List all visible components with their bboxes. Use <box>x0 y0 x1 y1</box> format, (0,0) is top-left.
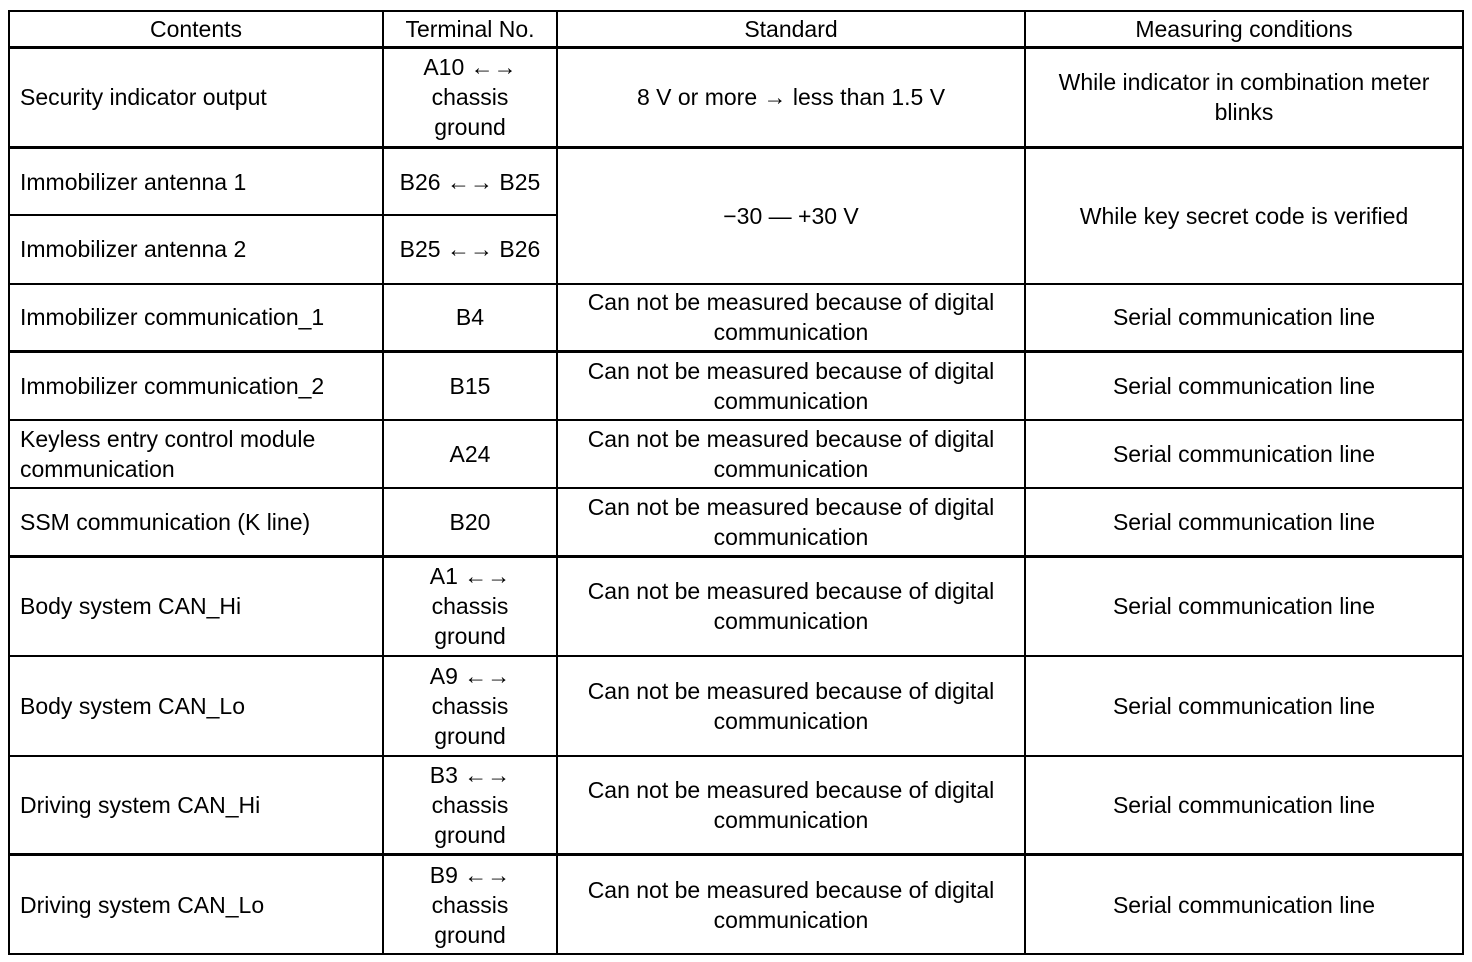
cell-conditions: Serial communication line <box>1025 284 1463 352</box>
cell-standard: Can not be measured because of digital communication <box>557 756 1025 855</box>
cell-contents: Immobilizer communication_2 <box>9 352 383 420</box>
cell-contents: Security indicator output <box>9 47 383 147</box>
cell-conditions: Serial communication line <box>1025 420 1463 488</box>
cell-contents: Body system CAN_Lo <box>9 656 383 755</box>
cell-contents: Keyless entry control module communication <box>9 420 383 488</box>
header-conditions: Measuring conditions <box>1025 11 1463 47</box>
terminal-spec-table <box>8 10 1464 955</box>
cell-standard: Can not be measured because of digital communication <box>557 284 1025 352</box>
table-row <box>9 656 1463 755</box>
cell-standard: Can not be measured because of digital communication <box>557 556 1025 656</box>
cell-contents: Driving system CAN_Lo <box>9 855 383 954</box>
cell-standard: −30 — +30 V <box>557 147 1025 283</box>
cell-terminal: B9 ←→ chassis ground <box>383 855 557 954</box>
table-row <box>9 420 1463 488</box>
header-terminal: Terminal No. <box>383 11 557 47</box>
cell-conditions: Serial communication line <box>1025 352 1463 420</box>
table-row <box>9 47 1463 147</box>
cell-contents: Immobilizer antenna 2 <box>9 215 383 283</box>
cell-conditions: While indicator in combination meter blinks <box>1025 47 1463 147</box>
table-row <box>9 756 1463 855</box>
cell-contents: Body system CAN_Hi <box>9 556 383 656</box>
cell-conditions: Serial communication line <box>1025 556 1463 656</box>
table-row <box>9 352 1463 420</box>
cell-conditions: Serial communication line <box>1025 488 1463 556</box>
cell-standard: Can not be measured because of digital communication <box>557 855 1025 954</box>
cell-terminal: A24 <box>383 420 557 488</box>
table-row <box>9 147 1463 215</box>
cell-contents: Immobilizer communication_1 <box>9 284 383 352</box>
cell-contents: Driving system CAN_Hi <box>9 756 383 855</box>
cell-standard: 8 V or more → less than 1.5 V <box>557 47 1025 147</box>
cell-standard: Can not be measured because of digital communication <box>557 488 1025 556</box>
cell-terminal: B15 <box>383 352 557 420</box>
cell-terminal: A1 ←→ chassis ground <box>383 556 557 656</box>
cell-standard: Can not be measured because of digital communication <box>557 420 1025 488</box>
header-row <box>9 11 1463 47</box>
cell-terminal: B20 <box>383 488 557 556</box>
cell-terminal: A10 ←→ chassis ground <box>383 47 557 147</box>
cell-terminal: B26 ←→ B25 <box>383 147 557 215</box>
table-row <box>9 556 1463 656</box>
cell-standard: Can not be measured because of digital communication <box>557 352 1025 420</box>
cell-contents: Immobilizer antenna 1 <box>9 147 383 215</box>
cell-conditions: Serial communication line <box>1025 756 1463 855</box>
cell-terminal: B4 <box>383 284 557 352</box>
cell-conditions: Serial communication line <box>1025 656 1463 755</box>
cell-terminal: B25 ←→ B26 <box>383 215 557 283</box>
table-row <box>9 284 1463 352</box>
header-contents: Contents <box>9 11 383 47</box>
table-row <box>9 855 1463 954</box>
cell-terminal: B3 ←→ chassis ground <box>383 756 557 855</box>
cell-standard: Can not be measured because of digital communication <box>557 656 1025 755</box>
cell-conditions: Serial communication line <box>1025 855 1463 954</box>
header-standard: Standard <box>557 11 1025 47</box>
cell-terminal: A9 ←→ chassis ground <box>383 656 557 755</box>
cell-conditions: While key secret code is verified <box>1025 147 1463 283</box>
table-row <box>9 488 1463 556</box>
cell-contents: SSM communication (K line) <box>9 488 383 556</box>
